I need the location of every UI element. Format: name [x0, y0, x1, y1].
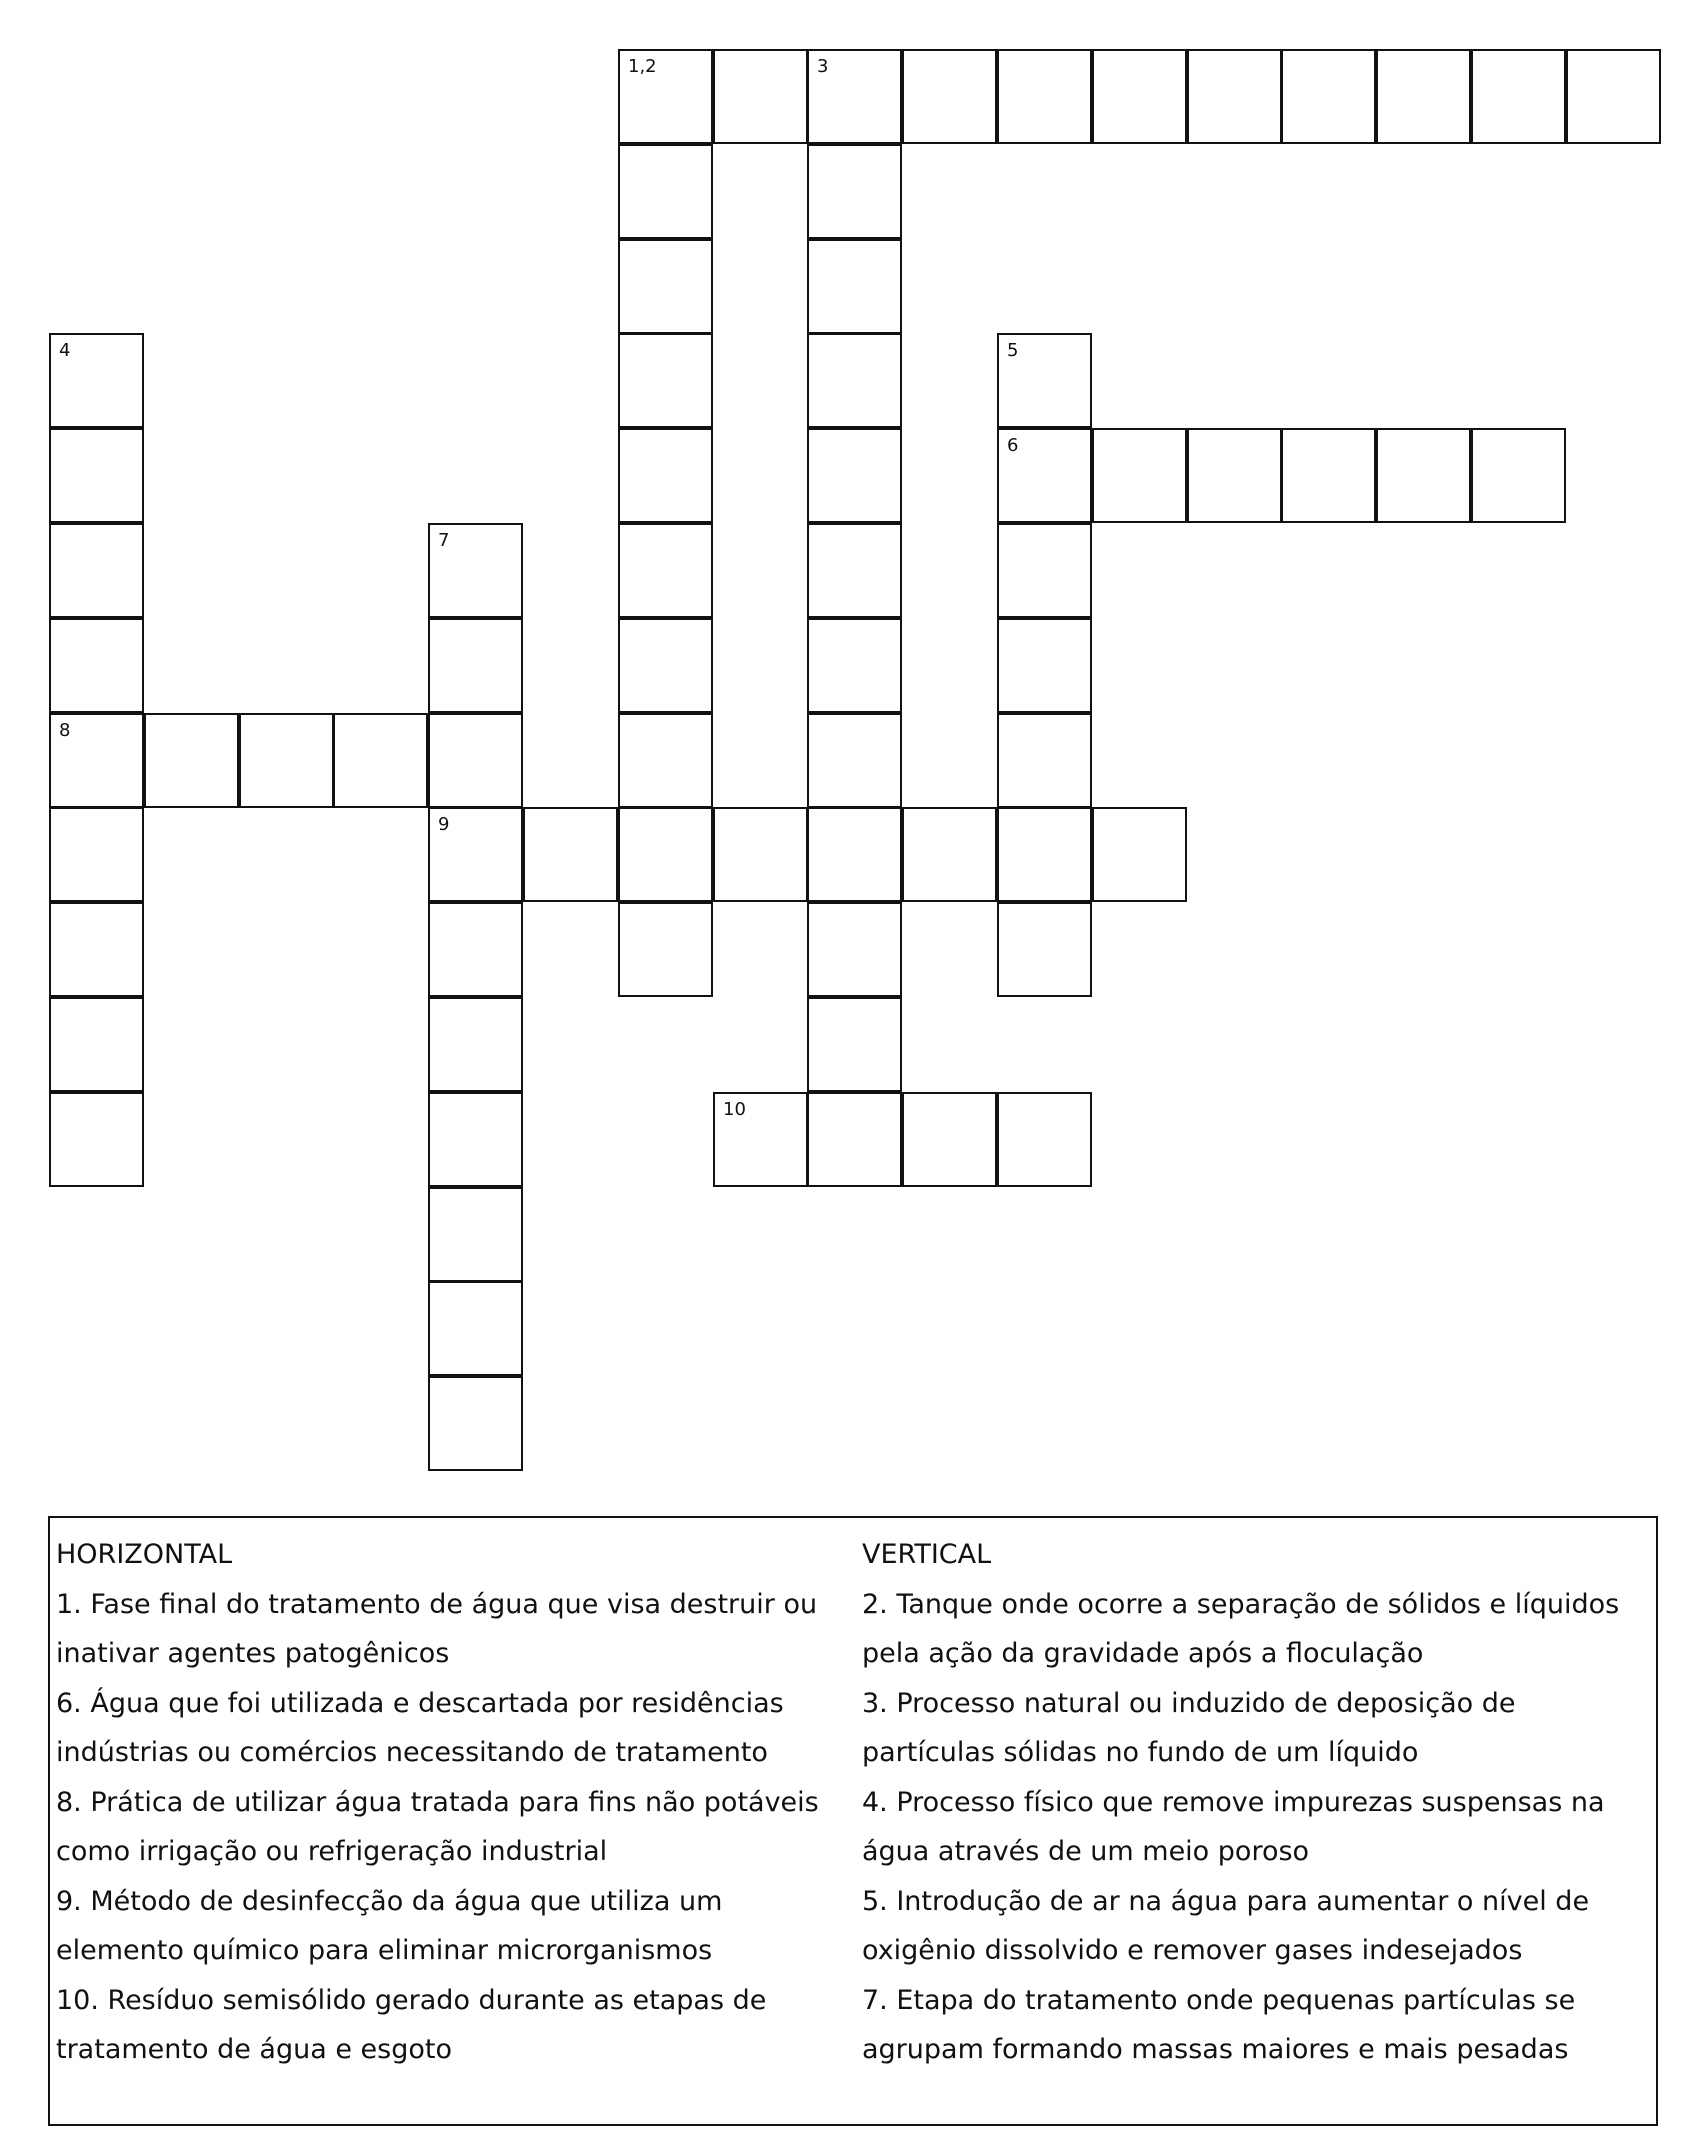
clue-vertical-7: 7. Etapa do tratamento onde pequenas partículas se agrupam formando massas maiores e mais pesadas [862, 1984, 1576, 2065]
clue-vertical-5: 5. Introdução de ar na água para aumentar o nível de oxigênio dissolvido e remover gases indesejados [862, 1885, 1590, 1966]
grid-cell[interactable] [807, 523, 902, 618]
grid-cell[interactable] [713, 807, 808, 902]
clue-number: 9 [438, 814, 450, 835]
clue-horizontal-6: 6. Água que foi utilizada e descartada por residências indústrias ou comércios necessitando de tratamento [56, 1687, 784, 1768]
clue-number: 10 [723, 1099, 746, 1120]
grid-cell[interactable] [49, 428, 144, 523]
grid-cell[interactable] [428, 523, 523, 618]
grid-cell[interactable] [1566, 49, 1661, 144]
grid-cell[interactable] [807, 239, 902, 334]
grid-cell[interactable] [1092, 428, 1187, 523]
grid-cell[interactable] [618, 618, 713, 713]
grid-cell[interactable] [49, 902, 144, 997]
grid-cell[interactable] [997, 428, 1092, 523]
clue-number: 6 [1007, 435, 1019, 456]
grid-cell[interactable] [618, 239, 713, 334]
grid-cell[interactable] [807, 902, 902, 997]
grid-cell[interactable] [618, 333, 713, 428]
clue-number: 7 [438, 530, 450, 551]
grid-cell[interactable] [428, 1376, 523, 1471]
grid-cell[interactable] [428, 1092, 523, 1187]
grid-cell[interactable] [997, 902, 1092, 997]
grid-cell[interactable] [428, 618, 523, 713]
grid-cell[interactable] [997, 333, 1092, 428]
grid-cell[interactable] [902, 49, 997, 144]
grid-cell[interactable] [1471, 428, 1566, 523]
grid-cell[interactable] [523, 807, 618, 902]
grid-cell[interactable] [807, 144, 902, 239]
grid-cell[interactable] [1376, 428, 1471, 523]
grid-cell[interactable] [428, 807, 523, 902]
grid-cell[interactable] [428, 997, 523, 1092]
horizontal-clues [56, 1530, 856, 2075]
grid-cell[interactable] [1187, 428, 1282, 523]
clue-vertical-3: 3. Processo natural ou induzido de deposição de partículas sólidas no fundo de um líquido [862, 1687, 1516, 1768]
grid-cell[interactable] [144, 713, 239, 808]
clue-horizontal-9: 9. Método de desinfecção da água que utiliza um elemento químico para eliminar microrganismos [56, 1885, 723, 1966]
clue-vertical-4: 4. Processo físico que remove impurezas suspensas na água através de um meio poroso [862, 1786, 1605, 1867]
grid-cell[interactable] [618, 902, 713, 997]
clue-number: 4 [59, 340, 71, 361]
grid-cell[interactable] [997, 807, 1092, 902]
grid-cell[interactable] [1376, 49, 1471, 144]
grid-cell[interactable] [807, 997, 902, 1092]
grid-cell[interactable] [997, 49, 1092, 144]
grid-cell[interactable] [713, 1092, 808, 1187]
clues-box [48, 1516, 1658, 2126]
grid-cell[interactable] [49, 807, 144, 902]
horizontal-heading: HORIZONTAL [56, 1539, 233, 1570]
grid-cell[interactable] [713, 49, 808, 144]
clue-number: 8 [59, 720, 71, 741]
grid-cell[interactable] [807, 333, 902, 428]
grid-cell[interactable] [1092, 49, 1187, 144]
grid-cell[interactable] [807, 49, 902, 144]
grid-cell[interactable] [997, 713, 1092, 808]
grid-cell[interactable] [618, 49, 713, 144]
grid-cell[interactable] [239, 713, 334, 808]
grid-cell[interactable] [807, 1092, 902, 1187]
grid-cell[interactable] [1187, 49, 1282, 144]
clue-horizontal-8: 8. Prática de utilizar água tratada para fins não potáveis como irrigação ou refrigeração industrial [56, 1786, 819, 1867]
grid-cell[interactable] [49, 333, 144, 428]
grid-cell[interactable] [428, 902, 523, 997]
grid-cell[interactable] [49, 997, 144, 1092]
grid-cell[interactable] [618, 428, 713, 523]
grid-cell[interactable] [428, 1281, 523, 1376]
clue-number: 5 [1007, 340, 1019, 361]
grid-cell[interactable] [618, 713, 713, 808]
grid-cell[interactable] [49, 713, 144, 808]
vertical-heading: VERTICAL [862, 1539, 992, 1570]
grid-cell[interactable] [618, 807, 713, 902]
grid-cell[interactable] [997, 1092, 1092, 1187]
clue-number: 1,2 [628, 56, 657, 77]
grid-cell[interactable] [49, 523, 144, 618]
grid-cell[interactable] [807, 428, 902, 523]
grid-cell[interactable] [618, 144, 713, 239]
grid-cell[interactable] [997, 618, 1092, 713]
grid-cell[interactable] [807, 807, 902, 902]
grid-cell[interactable] [997, 523, 1092, 618]
grid-cell[interactable] [1471, 49, 1566, 144]
grid-cell[interactable] [902, 807, 997, 902]
clue-number: 3 [817, 56, 829, 77]
grid-cell[interactable] [49, 1092, 144, 1187]
grid-cell[interactable] [902, 1092, 997, 1187]
grid-cell[interactable] [807, 713, 902, 808]
grid-cell[interactable] [333, 713, 428, 808]
grid-cell[interactable] [807, 618, 902, 713]
clue-horizontal-10: 10. Resíduo semisólido gerado durante as etapas de tratamento de água e esgoto [56, 1984, 767, 2065]
grid-cell[interactable] [1281, 49, 1376, 144]
clue-vertical-2: 2. Tanque onde ocorre a separação de sólidos e líquidos pela ação da gravidade após a floculação [862, 1588, 1620, 1669]
clue-horizontal-1: 1. Fase final do tratamento de água que visa destruir ou inativar agentes patogênicos [56, 1588, 818, 1669]
grid-cell[interactable] [49, 618, 144, 713]
vertical-clues [862, 1530, 1652, 2075]
grid-cell[interactable] [428, 1187, 523, 1282]
grid-cell[interactable] [428, 713, 523, 808]
grid-cell[interactable] [1281, 428, 1376, 523]
grid-cell[interactable] [1092, 807, 1187, 902]
grid-cell[interactable] [618, 523, 713, 618]
